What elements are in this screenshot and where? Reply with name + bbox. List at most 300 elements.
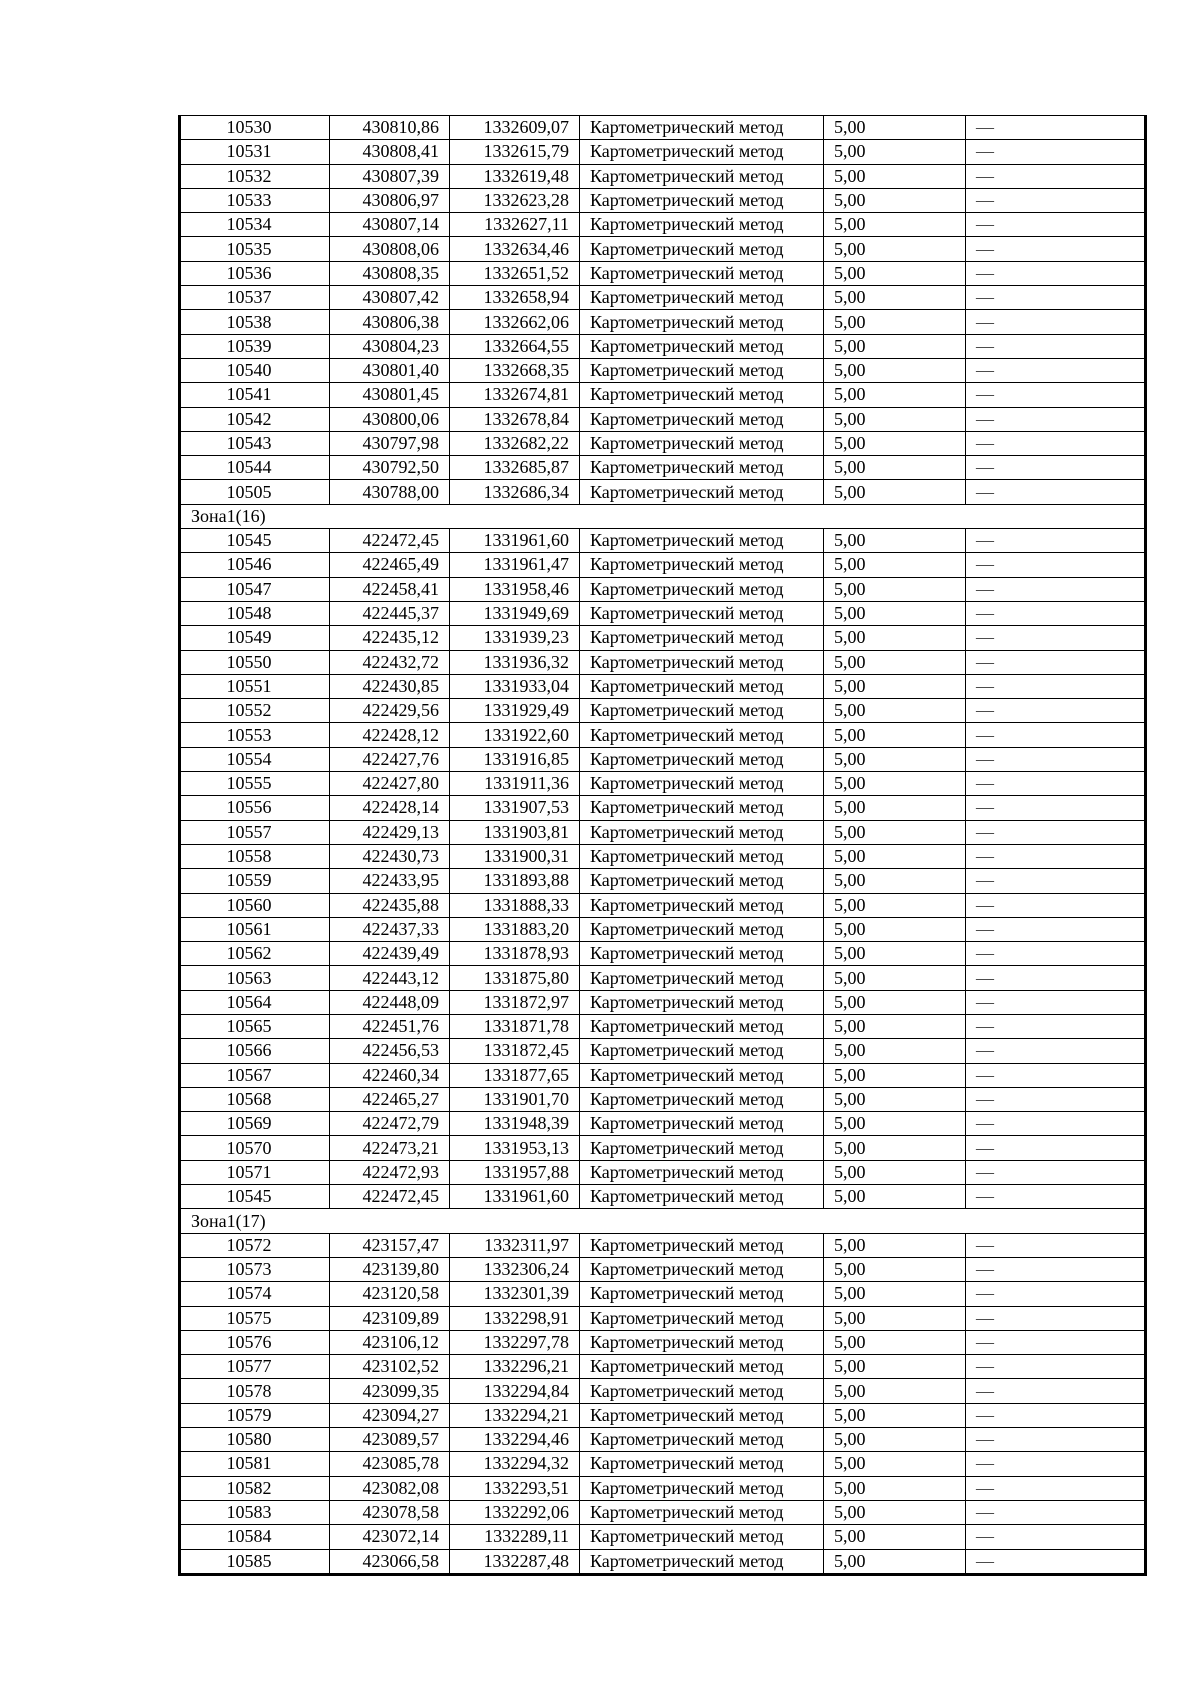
point-number-cell: 10533 <box>180 188 330 212</box>
note-cell: — <box>966 1039 1146 1063</box>
error-value-cell: 5,00 <box>824 1257 966 1281</box>
x-coordinate-cell: 423120,58 <box>330 1282 450 1306</box>
note-cell: — <box>966 529 1146 553</box>
y-coordinate-cell: 1331958,46 <box>450 577 580 601</box>
method-cell: Картометрический метод <box>580 140 824 164</box>
point-number-cell: 10531 <box>180 140 330 164</box>
table-row <box>180 1233 1146 1257</box>
note-cell: — <box>966 237 1146 261</box>
method-cell: Картометрический метод <box>580 990 824 1014</box>
point-number-cell: 10539 <box>180 334 330 358</box>
error-value-cell: 5,00 <box>824 407 966 431</box>
table-row <box>180 1257 1146 1281</box>
x-coordinate-cell: 422435,88 <box>330 893 450 917</box>
table-row <box>180 164 1146 188</box>
error-value-cell: 5,00 <box>824 869 966 893</box>
method-cell: Картометрический метод <box>580 1306 824 1330</box>
y-coordinate-cell: 1331929,49 <box>450 699 580 723</box>
method-cell: Картометрический метод <box>580 772 824 796</box>
point-number-cell: 10583 <box>180 1500 330 1524</box>
point-number-cell: 10585 <box>180 1549 330 1574</box>
coordinates-table <box>178 115 1147 1576</box>
method-cell: Картометрический метод <box>580 1403 824 1427</box>
x-coordinate-cell: 422456,53 <box>330 1039 450 1063</box>
table-row <box>180 529 1146 553</box>
y-coordinate-cell: 1332615,79 <box>450 140 580 164</box>
x-coordinate-cell: 423072,14 <box>330 1525 450 1549</box>
table-row <box>180 966 1146 990</box>
table-row <box>180 1428 1146 1452</box>
method-cell: Картометрический метод <box>580 1257 824 1281</box>
y-coordinate-cell: 1331893,88 <box>450 869 580 893</box>
x-coordinate-cell: 430808,06 <box>330 237 450 261</box>
error-value-cell: 5,00 <box>824 286 966 310</box>
x-coordinate-cell: 430808,41 <box>330 140 450 164</box>
point-number-cell: 10552 <box>180 699 330 723</box>
table-row <box>180 431 1146 455</box>
y-coordinate-cell: 1331883,20 <box>450 917 580 941</box>
point-number-cell: 10584 <box>180 1525 330 1549</box>
x-coordinate-cell: 430801,45 <box>330 383 450 407</box>
note-cell: — <box>966 1452 1146 1476</box>
point-number-cell: 10564 <box>180 990 330 1014</box>
x-coordinate-cell: 423094,27 <box>330 1403 450 1427</box>
method-cell: Картометрический метод <box>580 1112 824 1136</box>
point-number-cell: 10532 <box>180 164 330 188</box>
table-row <box>180 1063 1146 1087</box>
y-coordinate-cell: 1331948,39 <box>450 1112 580 1136</box>
point-number-cell: 10545 <box>180 1185 330 1209</box>
note-cell: — <box>966 188 1146 212</box>
table-row <box>180 990 1146 1014</box>
method-cell: Картометрический метод <box>580 164 824 188</box>
point-number-cell: 10538 <box>180 310 330 334</box>
x-coordinate-cell: 422428,14 <box>330 796 450 820</box>
x-coordinate-cell: 422429,56 <box>330 699 450 723</box>
error-value-cell: 5,00 <box>824 723 966 747</box>
table-row <box>180 553 1146 577</box>
note-cell: — <box>966 480 1146 504</box>
y-coordinate-cell: 1332627,11 <box>450 213 580 237</box>
method-cell: Картометрический метод <box>580 699 824 723</box>
point-number-cell: 10573 <box>180 1257 330 1281</box>
point-number-cell: 10541 <box>180 383 330 407</box>
method-cell: Картометрический метод <box>580 431 824 455</box>
y-coordinate-cell: 1332619,48 <box>450 164 580 188</box>
y-coordinate-cell: 1332662,06 <box>450 310 580 334</box>
error-value-cell: 5,00 <box>824 456 966 480</box>
method-cell: Картометрический метод <box>580 1330 824 1354</box>
y-coordinate-cell: 1332298,91 <box>450 1306 580 1330</box>
method-cell: Картометрический метод <box>580 917 824 941</box>
note-cell: — <box>966 893 1146 917</box>
table-row <box>180 626 1146 650</box>
x-coordinate-cell: 422448,09 <box>330 990 450 1014</box>
zone-label: Зона1(16) <box>180 504 1146 528</box>
x-coordinate-cell: 422458,41 <box>330 577 450 601</box>
point-number-cell: 10555 <box>180 772 330 796</box>
note-cell: — <box>966 1233 1146 1257</box>
x-coordinate-cell: 423139,80 <box>330 1257 450 1281</box>
note-cell: — <box>966 1330 1146 1354</box>
method-cell: Картометрический метод <box>580 383 824 407</box>
x-coordinate-cell: 423066,58 <box>330 1549 450 1574</box>
table-row <box>180 1379 1146 1403</box>
error-value-cell: 5,00 <box>824 893 966 917</box>
y-coordinate-cell: 1332293,51 <box>450 1476 580 1500</box>
error-value-cell: 5,00 <box>824 480 966 504</box>
error-value-cell: 5,00 <box>824 917 966 941</box>
table-row <box>180 796 1146 820</box>
x-coordinate-cell: 430806,38 <box>330 310 450 334</box>
y-coordinate-cell: 1332294,21 <box>450 1403 580 1427</box>
note-cell: — <box>966 553 1146 577</box>
point-number-cell: 10530 <box>180 116 330 140</box>
x-coordinate-cell: 430800,06 <box>330 407 450 431</box>
point-number-cell: 10561 <box>180 917 330 941</box>
method-cell: Картометрический метод <box>580 1233 824 1257</box>
table-row <box>180 699 1146 723</box>
x-coordinate-cell: 430808,35 <box>330 261 450 285</box>
note-cell: — <box>966 1379 1146 1403</box>
note-cell: — <box>966 869 1146 893</box>
point-number-cell: 10562 <box>180 942 330 966</box>
note-cell: — <box>966 1136 1146 1160</box>
note-cell: — <box>966 1549 1146 1574</box>
error-value-cell: 5,00 <box>824 383 966 407</box>
x-coordinate-cell: 422472,93 <box>330 1160 450 1184</box>
y-coordinate-cell: 1332301,39 <box>450 1282 580 1306</box>
y-coordinate-cell: 1331872,97 <box>450 990 580 1014</box>
note-cell: — <box>966 310 1146 334</box>
point-number-cell: 10575 <box>180 1306 330 1330</box>
y-coordinate-cell: 1332623,28 <box>450 188 580 212</box>
y-coordinate-cell: 1331907,53 <box>450 796 580 820</box>
y-coordinate-cell: 1331961,60 <box>450 1185 580 1209</box>
method-cell: Картометрический метод <box>580 1160 824 1184</box>
method-cell: Картометрический метод <box>580 1379 824 1403</box>
error-value-cell: 5,00 <box>824 188 966 212</box>
x-coordinate-cell: 430804,23 <box>330 334 450 358</box>
note-cell: — <box>966 1063 1146 1087</box>
table-row <box>180 1355 1146 1379</box>
table-row <box>180 1087 1146 1111</box>
error-value-cell: 5,00 <box>824 966 966 990</box>
method-cell: Картометрический метод <box>580 456 824 480</box>
table-row <box>180 188 1146 212</box>
error-value-cell: 5,00 <box>824 1549 966 1574</box>
y-coordinate-cell: 1331871,78 <box>450 1014 580 1038</box>
point-number-cell: 10535 <box>180 237 330 261</box>
y-coordinate-cell: 1331875,80 <box>450 966 580 990</box>
table-row <box>180 1112 1146 1136</box>
table-row <box>180 1185 1146 1209</box>
y-coordinate-cell: 1331949,69 <box>450 601 580 625</box>
error-value-cell: 5,00 <box>824 626 966 650</box>
table-row <box>180 1549 1146 1574</box>
x-coordinate-cell: 423109,89 <box>330 1306 450 1330</box>
x-coordinate-cell: 422465,27 <box>330 1087 450 1111</box>
point-number-cell: 10582 <box>180 1476 330 1500</box>
error-value-cell: 5,00 <box>824 577 966 601</box>
point-number-cell: 10549 <box>180 626 330 650</box>
y-coordinate-cell: 1331911,36 <box>450 772 580 796</box>
error-value-cell: 5,00 <box>824 1525 966 1549</box>
point-number-cell: 10558 <box>180 844 330 868</box>
table-row <box>180 1525 1146 1549</box>
point-number-cell: 10580 <box>180 1428 330 1452</box>
note-cell: — <box>966 116 1146 140</box>
point-number-cell: 10536 <box>180 261 330 285</box>
method-cell: Картометрический метод <box>580 1014 824 1038</box>
method-cell: Картометрический метод <box>580 553 824 577</box>
note-cell: — <box>966 286 1146 310</box>
note-cell: — <box>966 844 1146 868</box>
table-row <box>180 674 1146 698</box>
x-coordinate-cell: 422460,34 <box>330 1063 450 1087</box>
table-row <box>180 383 1146 407</box>
point-number-cell: 10543 <box>180 431 330 455</box>
note-cell: — <box>966 772 1146 796</box>
method-cell: Картометрический метод <box>580 116 824 140</box>
point-number-cell: 10581 <box>180 1452 330 1476</box>
y-coordinate-cell: 1331878,93 <box>450 942 580 966</box>
table-row <box>180 116 1146 140</box>
method-cell: Картометрический метод <box>580 358 824 382</box>
point-number-cell: 10544 <box>180 456 330 480</box>
table-row <box>180 213 1146 237</box>
y-coordinate-cell: 1332289,11 <box>450 1525 580 1549</box>
zone-header-row <box>180 504 1146 528</box>
error-value-cell: 5,00 <box>824 942 966 966</box>
table-row <box>180 893 1146 917</box>
y-coordinate-cell: 1331888,33 <box>450 893 580 917</box>
method-cell: Картометрический метод <box>580 747 824 771</box>
point-number-cell: 10546 <box>180 553 330 577</box>
point-number-cell: 10563 <box>180 966 330 990</box>
y-coordinate-cell: 1332296,21 <box>450 1355 580 1379</box>
y-coordinate-cell: 1332297,78 <box>450 1330 580 1354</box>
error-value-cell: 5,00 <box>824 1112 966 1136</box>
method-cell: Картометрический метод <box>580 601 824 625</box>
error-value-cell: 5,00 <box>824 213 966 237</box>
y-coordinate-cell: 1331872,45 <box>450 1039 580 1063</box>
table-row <box>180 772 1146 796</box>
error-value-cell: 5,00 <box>824 1355 966 1379</box>
x-coordinate-cell: 430807,14 <box>330 213 450 237</box>
table-row <box>180 1500 1146 1524</box>
x-coordinate-cell: 422428,12 <box>330 723 450 747</box>
point-number-cell: 10572 <box>180 1233 330 1257</box>
table-row <box>180 1136 1146 1160</box>
note-cell: — <box>966 1185 1146 1209</box>
x-coordinate-cell: 430807,42 <box>330 286 450 310</box>
method-cell: Картометрический метод <box>580 796 824 820</box>
point-number-cell: 10547 <box>180 577 330 601</box>
point-number-cell: 10554 <box>180 747 330 771</box>
note-cell: — <box>966 140 1146 164</box>
x-coordinate-cell: 430806,97 <box>330 188 450 212</box>
x-coordinate-cell: 422430,85 <box>330 674 450 698</box>
note-cell: — <box>966 456 1146 480</box>
error-value-cell: 5,00 <box>824 650 966 674</box>
note-cell: — <box>966 1014 1146 1038</box>
table-row <box>180 1403 1146 1427</box>
error-value-cell: 5,00 <box>824 164 966 188</box>
error-value-cell: 5,00 <box>824 1136 966 1160</box>
point-number-cell: 10540 <box>180 358 330 382</box>
y-coordinate-cell: 1332294,46 <box>450 1428 580 1452</box>
note-cell: — <box>966 747 1146 771</box>
x-coordinate-cell: 422472,45 <box>330 529 450 553</box>
method-cell: Картометрический метод <box>580 1525 824 1549</box>
x-coordinate-cell: 422437,33 <box>330 917 450 941</box>
table-row <box>180 650 1146 674</box>
table-row <box>180 456 1146 480</box>
error-value-cell: 5,00 <box>824 1014 966 1038</box>
method-cell: Картометрический метод <box>580 529 824 553</box>
x-coordinate-cell: 430801,40 <box>330 358 450 382</box>
y-coordinate-cell: 1332294,84 <box>450 1379 580 1403</box>
error-value-cell: 5,00 <box>824 1063 966 1087</box>
error-value-cell: 5,00 <box>824 747 966 771</box>
y-coordinate-cell: 1331933,04 <box>450 674 580 698</box>
note-cell: — <box>966 674 1146 698</box>
table-row <box>180 601 1146 625</box>
method-cell: Картометрический метод <box>580 650 824 674</box>
x-coordinate-cell: 422451,76 <box>330 1014 450 1038</box>
note-cell: — <box>966 796 1146 820</box>
method-cell: Картометрический метод <box>580 674 824 698</box>
y-coordinate-cell: 1332686,34 <box>450 480 580 504</box>
x-coordinate-cell: 422430,73 <box>330 844 450 868</box>
note-cell: — <box>966 1282 1146 1306</box>
point-number-cell: 10567 <box>180 1063 330 1087</box>
note-cell: — <box>966 358 1146 382</box>
y-coordinate-cell: 1331903,81 <box>450 820 580 844</box>
zone-label: Зона1(17) <box>180 1209 1146 1233</box>
method-cell: Картометрический метод <box>580 1428 824 1452</box>
point-number-cell: 10566 <box>180 1039 330 1063</box>
note-cell: — <box>966 699 1146 723</box>
error-value-cell: 5,00 <box>824 1233 966 1257</box>
error-value-cell: 5,00 <box>824 601 966 625</box>
point-number-cell: 10571 <box>180 1160 330 1184</box>
x-coordinate-cell: 423099,35 <box>330 1379 450 1403</box>
table-row <box>180 1282 1146 1306</box>
y-coordinate-cell: 1332678,84 <box>450 407 580 431</box>
point-number-cell: 10551 <box>180 674 330 698</box>
table-row <box>180 1452 1146 1476</box>
error-value-cell: 5,00 <box>824 358 966 382</box>
method-cell: Картометрический метод <box>580 407 824 431</box>
method-cell: Картометрический метод <box>580 1185 824 1209</box>
table-row <box>180 1160 1146 1184</box>
method-cell: Картометрический метод <box>580 261 824 285</box>
table-row <box>180 1306 1146 1330</box>
method-cell: Картометрический метод <box>580 820 824 844</box>
y-coordinate-cell: 1332664,55 <box>450 334 580 358</box>
x-coordinate-cell: 422445,37 <box>330 601 450 625</box>
note-cell: — <box>966 820 1146 844</box>
y-coordinate-cell: 1332306,24 <box>450 1257 580 1281</box>
method-cell: Картометрический метод <box>580 188 824 212</box>
y-coordinate-cell: 1332609,07 <box>450 116 580 140</box>
x-coordinate-cell: 422439,49 <box>330 942 450 966</box>
method-cell: Картометрический метод <box>580 237 824 261</box>
x-coordinate-cell: 423082,08 <box>330 1476 450 1500</box>
point-number-cell: 10534 <box>180 213 330 237</box>
note-cell: — <box>966 966 1146 990</box>
error-value-cell: 5,00 <box>824 1330 966 1354</box>
point-number-cell: 10568 <box>180 1087 330 1111</box>
note-cell: — <box>966 334 1146 358</box>
x-coordinate-cell: 422429,13 <box>330 820 450 844</box>
zone-header-row <box>180 1209 1146 1233</box>
y-coordinate-cell: 1331961,60 <box>450 529 580 553</box>
method-cell: Картометрический метод <box>580 334 824 358</box>
error-value-cell: 5,00 <box>824 1379 966 1403</box>
method-cell: Картометрический метод <box>580 1452 824 1476</box>
method-cell: Картометрический метод <box>580 480 824 504</box>
note-cell: — <box>966 917 1146 941</box>
point-number-cell: 10576 <box>180 1330 330 1354</box>
x-coordinate-cell: 423085,78 <box>330 1452 450 1476</box>
note-cell: — <box>966 626 1146 650</box>
error-value-cell: 5,00 <box>824 237 966 261</box>
method-cell: Картометрический метод <box>580 1136 824 1160</box>
coordinates-table-body <box>180 116 1146 1575</box>
table-row <box>180 480 1146 504</box>
note-cell: — <box>966 601 1146 625</box>
y-coordinate-cell: 1331936,32 <box>450 650 580 674</box>
error-value-cell: 5,00 <box>824 1476 966 1500</box>
table-row <box>180 286 1146 310</box>
table-row <box>180 1014 1146 1038</box>
y-coordinate-cell: 1331957,88 <box>450 1160 580 1184</box>
table-row <box>180 820 1146 844</box>
x-coordinate-cell: 430792,50 <box>330 456 450 480</box>
point-number-cell: 10537 <box>180 286 330 310</box>
error-value-cell: 5,00 <box>824 261 966 285</box>
table-row <box>180 917 1146 941</box>
point-number-cell: 10569 <box>180 1112 330 1136</box>
method-cell: Картометрический метод <box>580 966 824 990</box>
method-cell: Картометрический метод <box>580 626 824 650</box>
y-coordinate-cell: 1332287,48 <box>450 1549 580 1574</box>
note-cell: — <box>966 383 1146 407</box>
x-coordinate-cell: 430797,98 <box>330 431 450 455</box>
y-coordinate-cell: 1332294,32 <box>450 1452 580 1476</box>
note-cell: — <box>966 431 1146 455</box>
point-number-cell: 10542 <box>180 407 330 431</box>
x-coordinate-cell: 422472,79 <box>330 1112 450 1136</box>
error-value-cell: 5,00 <box>824 1039 966 1063</box>
x-coordinate-cell: 422427,76 <box>330 747 450 771</box>
y-coordinate-cell: 1332674,81 <box>450 383 580 407</box>
point-number-cell: 10548 <box>180 601 330 625</box>
error-value-cell: 5,00 <box>824 1185 966 1209</box>
note-cell: — <box>966 407 1146 431</box>
table-row <box>180 407 1146 431</box>
x-coordinate-cell: 423157,47 <box>330 1233 450 1257</box>
note-cell: — <box>966 213 1146 237</box>
y-coordinate-cell: 1331922,60 <box>450 723 580 747</box>
error-value-cell: 5,00 <box>824 1306 966 1330</box>
method-cell: Картометрический метод <box>580 869 824 893</box>
method-cell: Картометрический метод <box>580 1039 824 1063</box>
note-cell: — <box>966 1403 1146 1427</box>
